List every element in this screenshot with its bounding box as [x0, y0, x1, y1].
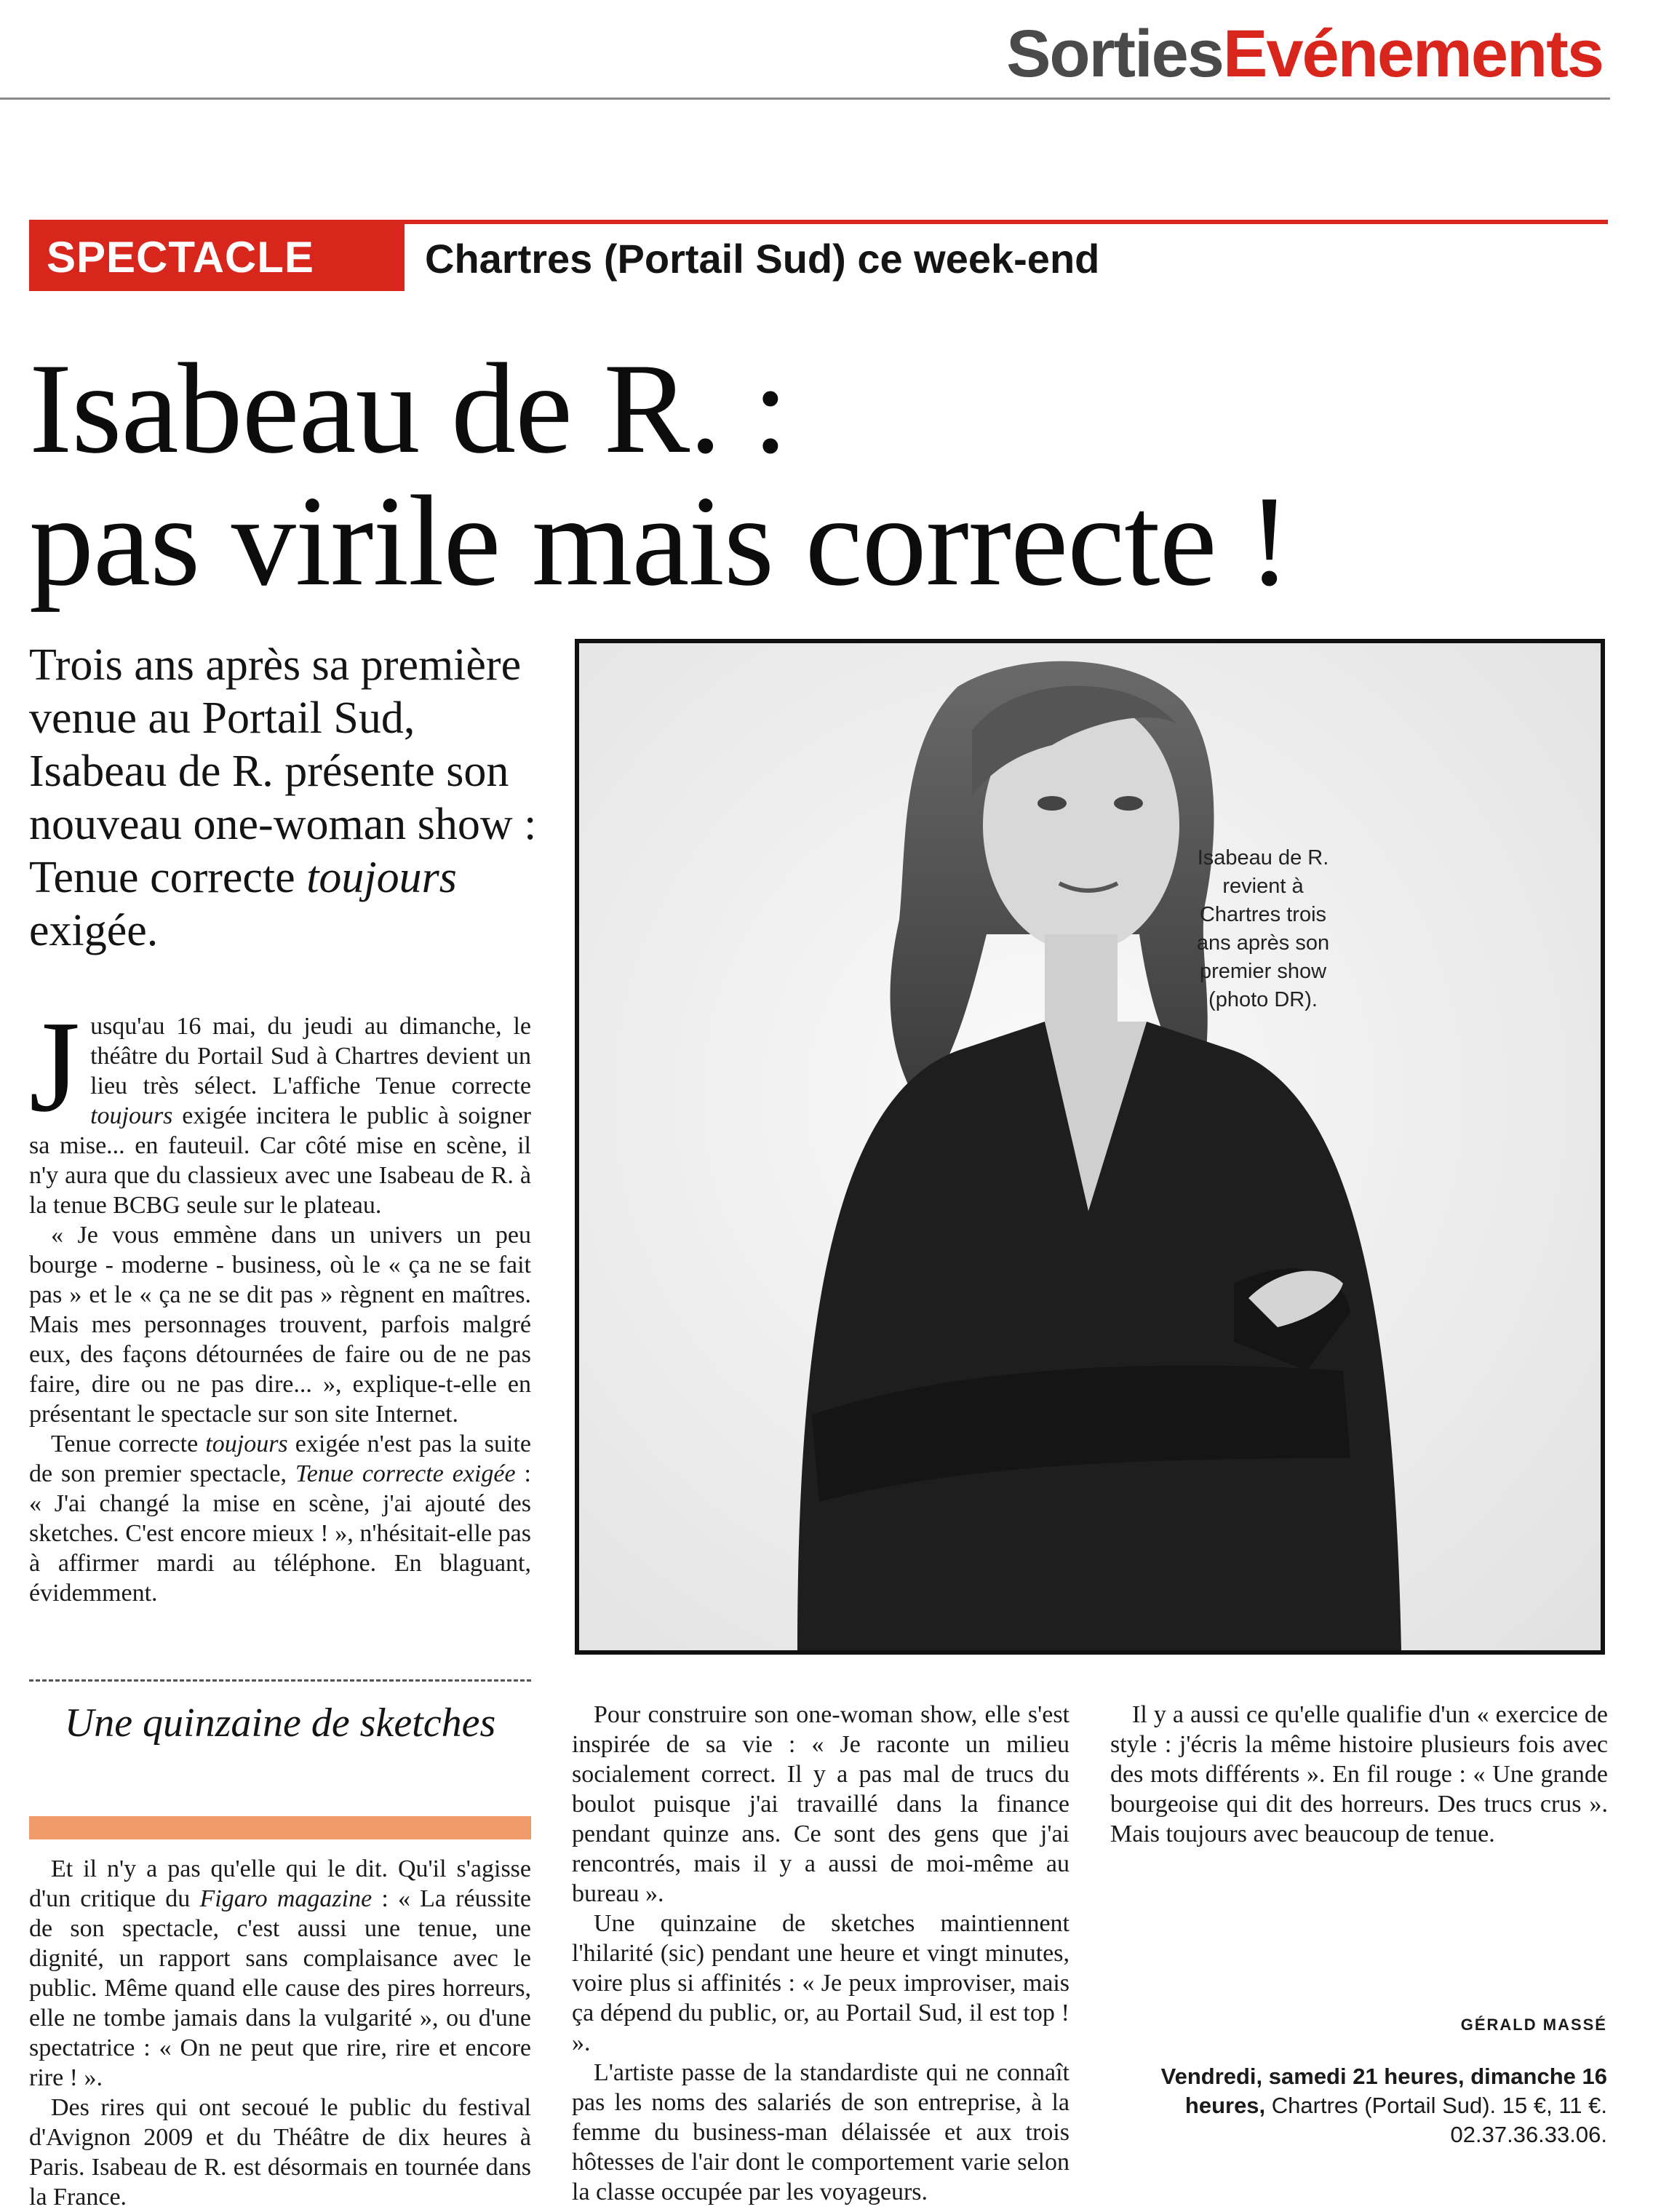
info-dates: Vendredi, samedi 21 heures, dimanche 16 heures, — [1160, 2064, 1607, 2118]
woman-portrait-image — [579, 643, 1601, 1650]
article-paragraph-3 — [29, 1429, 531, 1608]
standfirst-text-a: Trois ans après sa première venue au Portail Sud, Isabeau de R. présente son nouveau one-woman show : Tenue correcte — [29, 640, 537, 902]
p1-text-a: usqu'au 16 mai, du jeudi au dimanche, le théâtre du Portail Sud à Chartres devient un lieu très sélect. L'affiche Tenue correcte — [90, 1013, 531, 1099]
drop-cap: J — [29, 994, 81, 1139]
info-phone: 02.37.36.33.06. — [1450, 2122, 1607, 2147]
article-body-col1-bottom — [29, 1854, 531, 2212]
p4-text-a: Et il n'y a pas qu'elle qui le dit. Qu'il s'agisse d'un critique du — [29, 1855, 531, 1912]
article-paragraph-7: Une quinzaine de sketches maintiennent l'hilarité (sic) pendant une heure et vingt minutes, voire plus si affinités : « Je peux improviser, mais ça dépend du public, or, au Portail Sud, il est top ! ». — [572, 1910, 1070, 2056]
orange-accent-bar — [29, 1816, 531, 1839]
article-paragraph-8: L'artiste passe de la standardiste qui ne connaît pas les noms des salariés de son entreprise, à la femme du business-man délaissée et aux trois hôtesses de l'air dont le comportement varie selon la classe occupée par les voyageurs. — [572, 2059, 1070, 2205]
p3-emphasis-2: Tenue correcte exigée — [295, 1460, 516, 1487]
p3-text-c: : « J'ai changé la mise en scène, j'ai ajouté des sketches. C'est encore mieux ! », n'hésitait-elle pas à affirmer mardi au téléphone. En blaguant, évidemment. — [29, 1460, 531, 1607]
p3-emphasis-1: toujours — [205, 1431, 288, 1457]
standfirst-emphasis: toujours — [306, 853, 457, 902]
masthead-rule — [0, 98, 1610, 100]
masthead-evenements: Evénements — [1222, 17, 1603, 91]
article-body-col1-top — [29, 994, 532, 1608]
headline-line-1: Isabeau de R. : — [29, 336, 788, 480]
article-paragraph-5: Des rires qui ont secoué le public du festival d'Avignon 2009 et du Théâtre de dix heures à Paris. Isabeau de R. est désormais en tournée dans la France. — [29, 2094, 531, 2211]
p4-text-b: : « La réussite de son spectacle, c'est aussi une tenue, une dignité, un rapport sans complaisance avec le public. Même quand elle cause des pires horreurs, elle ne tombe jamais dans la vulgarité », ou d'une spectatrice : « On ne peut que rire, rire et encore rire ! ». — [29, 1885, 532, 2091]
article-paragraph-4 — [29, 1854, 531, 2093]
p3-text-b: exigée n'est pas la suite de son premier spectacle, — [29, 1431, 532, 1487]
p1-emphasis: toujours — [90, 1102, 173, 1129]
headline-line-2: pas virile mais correcte ! — [29, 469, 1291, 613]
article-body-col3 — [1110, 1700, 1608, 1849]
p3-text-a: Tenue correcte — [51, 1431, 206, 1457]
article-headline — [29, 336, 1608, 613]
article-standfirst — [29, 639, 538, 958]
info-place-price: Chartres (Portail Sud). 15 €, 11 €. — [1265, 2093, 1607, 2118]
p1-text-b: exigée incitera le public à soigner sa mise... en fauteuil. Car côté mise en scène, il n'y aura que du classieux avec une Isabeau de R. à la tenue BCBG seule sur le plateau. — [29, 1102, 531, 1219]
section-masthead — [1006, 17, 1603, 91]
masthead-sorties: Sorties — [1006, 17, 1223, 91]
p4-emphasis: Figaro magazine — [199, 1885, 373, 1912]
article-paragraph-6: Pour construire son one-woman show, elle s'est inspirée de sa vie : « Je raconte un milieu socialement correct. Il y a pas mal de trucs du boulot puisque j'ai travaillé dans la finance pendant quinze ans. Ce sont des gens que j'ai rencontrés, mais il y a aussi de moi-même au bureau ». — [572, 1701, 1070, 1907]
dashed-divider — [29, 1679, 531, 1682]
article-paragraph-1 — [29, 994, 531, 1220]
article-paragraph-9: Il y a aussi ce qu'elle qualifie d'un « exercice de style : j'écris la même histoire plusieurs fois avec des mots différents ». En fil rouge : « Une grande bourgeoise qui dit des horreurs. Des trucs crus ». Mais toujours avec beaucoup de tenue. — [1110, 1701, 1608, 1847]
article-paragraph-2: « Je vous emmène dans un univers un peu bourge - moderne - business, où le « ça ne se fait pas » et le « ça ne se dit pas » règnent en maîtres. Mais mes personnages trouvent, parfois malgré eux, des façons détournées de faire ou de ne pas faire, dire ou ne pas dire... », explique-t-elle en présentant le spectacle sur son site Internet. — [29, 1222, 531, 1428]
article-subhead: Une quinzaine de sketches — [64, 1700, 496, 1746]
photo-caption: Isabeau de R. revient à Chartres trois ans après son premier show (photo DR). — [1196, 846, 1330, 1011]
practical-info — [1105, 2062, 1607, 2149]
article-photo — [575, 639, 1605, 1655]
author-byline: GÉRALD MASSÉ — [1460, 2016, 1607, 2034]
section-tag: SPECTACLE — [29, 224, 405, 291]
standfirst-text-b: exigée. — [29, 906, 159, 955]
article-body-col2 — [572, 1700, 1070, 2207]
section-subtitle: Chartres (Portail Sud) ce week-end — [425, 236, 1100, 282]
